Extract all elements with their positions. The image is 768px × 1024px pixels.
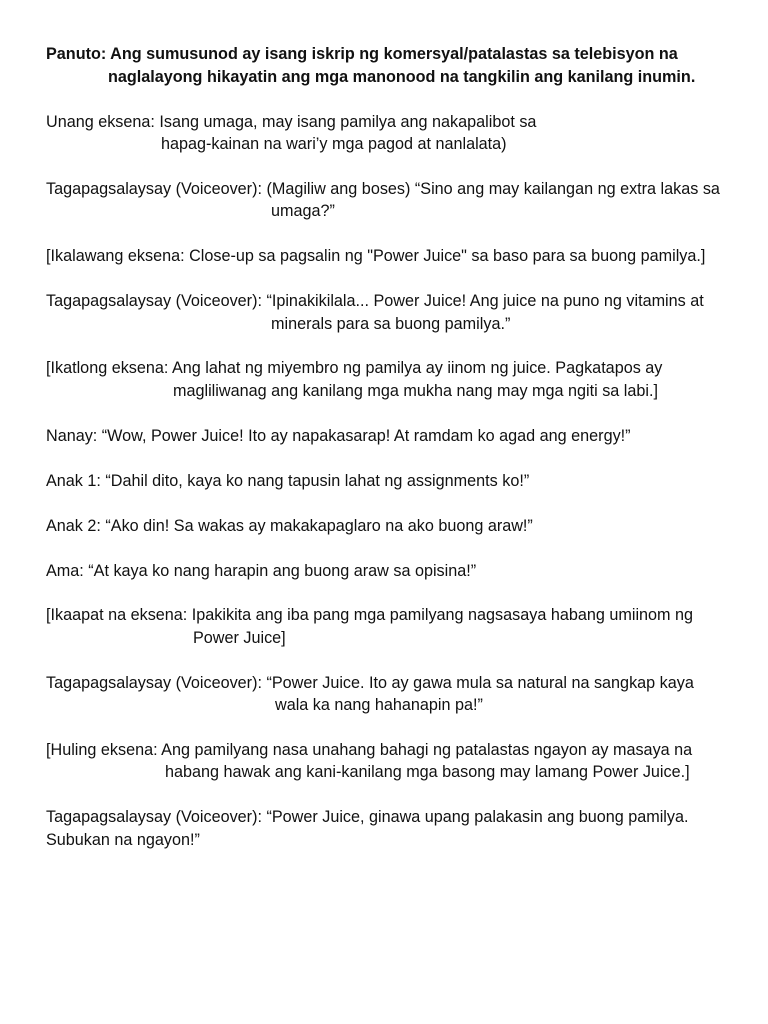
voiceover-3-line-2: wala ka nang hahanapin pa!”: [275, 696, 483, 714]
voiceover-2-line-1: Tagapagsalaysay (Voiceover): “Ipinakikilala... Power Juice! Ang juice na puno ng vitamins at: [46, 292, 704, 310]
dialogue-ama: Ama: “At kaya ko nang harapin ang buong araw sa opisina!”: [46, 562, 477, 580]
scene-3-line-2: magliliwanag ang kanilang mga mukha nang may mga ngiti sa labi.]: [173, 382, 659, 400]
voiceover-1-line-2: umaga?”: [271, 202, 335, 220]
voiceover-2-line-2: minerals para sa buong pamilya.”: [271, 315, 511, 333]
scene-4-line-2: Power Juice]: [193, 629, 286, 647]
voiceover-4-line-1: Tagapagsalaysay (Voiceover): “Power Juice, ginawa upang palakasin ang buong pamilya.: [46, 808, 689, 826]
final-scene-line-1: [Huling eksena: Ang pamilyang nasa unahang bahagi ng patalastas ngayon ay masaya na: [46, 741, 693, 759]
voiceover-1-line-1: Tagapagsalaysay (Voiceover): (Magiliw ang boses) “Sino ang may kailangan ng extra lakas sa: [46, 180, 720, 198]
instructions-line-1: Panuto: Ang sumusunod ay isang iskrip ng komersyal/patalastas sa telebisyon na: [46, 45, 678, 63]
scene-1-line-1: Unang eksena: Isang umaga, may isang pamilya ang nakapalibot sa: [46, 113, 537, 131]
scene-1-line-2: hapag-kainan na wari’y mga pagod at nanlalata): [161, 135, 507, 153]
dialogue-nanay: Nanay: “Wow, Power Juice! Ito ay napakasarap! At ramdam ko agad ang energy!”: [46, 427, 631, 445]
dialogue-anak-1: Anak 1: “Dahil dito, kaya ko nang tapusin lahat ng assignments ko!”: [46, 472, 530, 490]
scene-4-line-1: [Ikaapat na eksena: Ipakikita ang iba pang mga pamilyang nagsasaya habang umiinom ng: [46, 606, 694, 624]
voiceover-4-line-2: Subukan na ngayon!”: [46, 831, 200, 849]
final-scene-line-2: habang hawak ang kani-kanilang mga basong may lamang Power Juice.]: [165, 763, 690, 781]
scene-2-line-1: [Ikalawang eksena: Close-up sa pagsalin ng "Power Juice" sa baso para sa buong pamilya.]: [46, 247, 706, 265]
instructions-line-2: naglalayong hikayatin ang mga manonood na tangkilin ang kanilang inumin.: [108, 68, 696, 86]
voiceover-3-line-1: Tagapagsalaysay (Voiceover): “Power Juice. Ito ay gawa mula sa natural na sangkap kaya: [46, 674, 694, 692]
dialogue-anak-2: Anak 2: “Ako din! Sa wakas ay makakapaglaro na ako buong araw!”: [46, 517, 533, 535]
scene-3-line-1: [Ikatlong eksena: Ang lahat ng miyembro ng pamilya ay iinom ng juice. Pagkatapos ay: [46, 359, 663, 377]
